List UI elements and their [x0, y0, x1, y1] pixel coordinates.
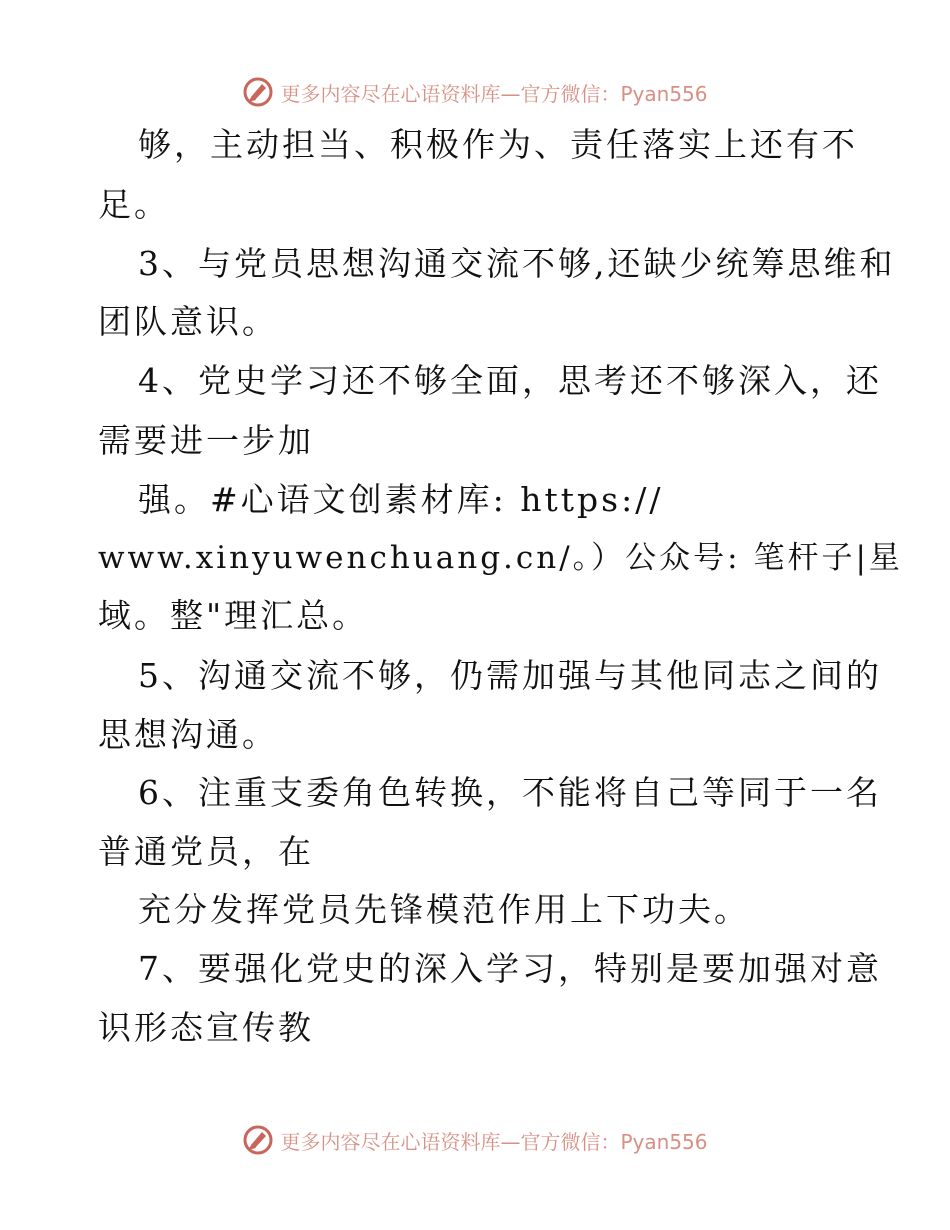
body-line: 充分发挥党员先锋模范作用上下功夫。	[138, 890, 750, 929]
body-line: 识形态宣传教	[98, 1008, 314, 1047]
body-line: 强。#心语文创素材库: https://	[138, 480, 664, 519]
body-line: 3、与党员思想沟通交流不够,还缺少统筹思维和	[138, 244, 896, 283]
header-banner-text: 更多内容尽在心语资料库—官方微信：Pyan556	[280, 81, 708, 106]
body-line: 团队意识。	[98, 302, 278, 341]
body-line: 7、要强化党史的深入学习，特别是要加强对意	[138, 949, 882, 988]
body-line: 思想沟通。	[98, 715, 278, 754]
footer-watermark-banner	[0, 1120, 950, 1160]
body-line: 足。	[98, 185, 170, 224]
brand-logo-icon	[242, 1124, 274, 1156]
body-line: 需要进一步加	[98, 421, 314, 460]
footer-banner-text: 更多内容尽在心语资料库—官方微信：Pyan556	[280, 1129, 708, 1154]
body-line: www.xinyuwenchuang.cn/。）公众号: 笔杆子|星	[98, 540, 903, 576]
body-line: 普通党员，在	[98, 832, 314, 871]
body-line: 够，主动担当、积极作为、责任落实上还有不	[138, 125, 858, 164]
body-line: 6、注重支委角色转换，不能将自己等同于一名	[138, 773, 882, 812]
body-line: 4、党史学习还不够全面，思考还不够深入，还	[138, 361, 882, 400]
body-line: 5、沟通交流不够，仍需加强与其他同志之间的	[138, 656, 882, 695]
body-line: 域。整"理汇总。	[98, 596, 369, 635]
